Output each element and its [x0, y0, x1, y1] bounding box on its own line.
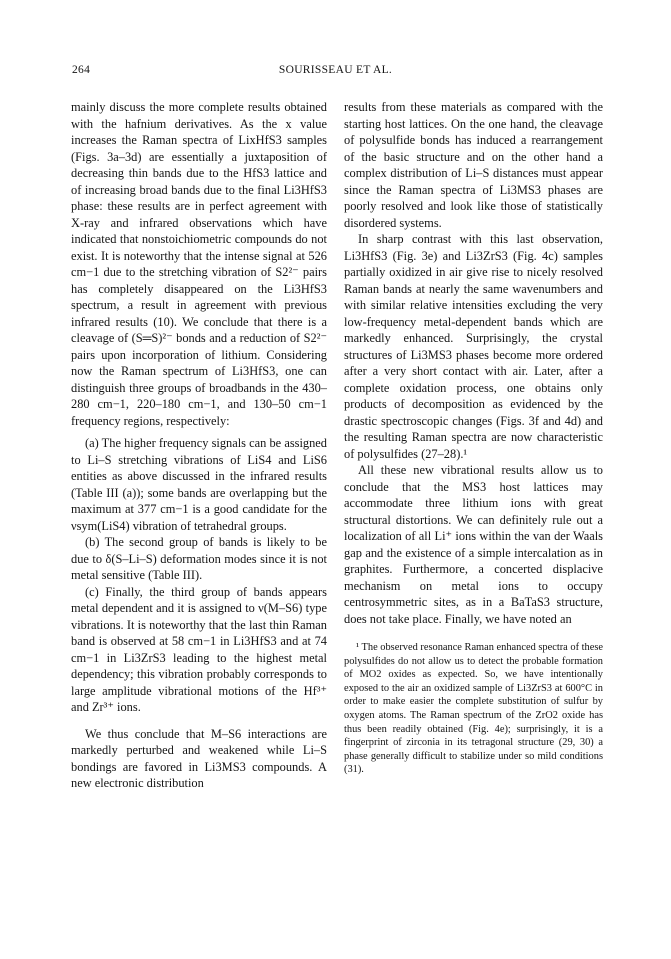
footnote-text: ¹ The observed resonance Raman enhanced spectra of these polysulfides do not allow us to detect the probable formation of MO2 oxides as expected. So, we have intentionally exposed to the air an oxidized sample of Li3ZrS3 at 600°C in order to make easier the complete substitution of sulfur by oxygen atoms. The Raman spectrum of the ZrO2 oxide has thus been readily obtained (Fig. 4e); surprisingly, it is a fingerprint of zirconia in its tetragonal structure (29, 30) a phase generally difficult to stabilize under so mild conditions (31). — [344, 642, 603, 776]
footnote — [344, 641, 603, 777]
paragraph: All these new vibrational results allow us to conclude that the MS3 host lattices may accommodate three lithium ions with great structural distortions. We can definitely rule out a localization of all Li⁺ ions within the van der Waals gap and the existence of a simple intercalation as in graphites. Furthermore, a concerted displacive mechanism on metal ions to occupy centrosymmetric sites, as in a BaTaS3 structure, does not take place. Finally, we have noted an — [344, 463, 603, 626]
running-head: SOURISSEAU ET AL. — [278, 64, 393, 76]
right-column — [344, 99, 603, 777]
paragraph: (c) Finally, the third group of bands appears metal dependent and it is assigned to ν(M–S6) type vibrations. It is noteworthy that the last thin Raman band is observed at 58 cm−1 in Li3HfS3 and at 74 cm−1 in Li3ZrS3 leading to the highest metal dependency; this vibration probably corresponds to large amplitude vibrational motions of the Hf³⁺ and Zr³⁺ ions. — [71, 584, 327, 714]
left-column — [71, 99, 327, 792]
paragraph: (a) The higher frequency signals can be assigned to Li–S stretching vibrations of LiS4 and LiS6 entities as above discussed in the infrared results (Table III (a)); some bands are overlapping but the maximum at 377 cm−1 is a good candidate for the νsym(LiS4) vibration of tetrahedral groups. — [71, 436, 327, 533]
page-number: 264 — [72, 64, 91, 76]
paragraph: (b) The second group of bands is likely to be due to δ(S–Li–S) deformation modes since it is not metal sensitive (Table III). — [71, 535, 327, 582]
paragraph: results from these materials as compared with the starting host lattices. On the one hand, the cleavage of polysulfide bonds has induced a rearrangement of the basic structure and on the other hand a complex distribution of Li–S distances must appear since the Raman spectra of Li3MS3 phases are poorly resolved and look like those of statistically disordered systems. — [344, 100, 603, 230]
paragraph: We thus conclude that M–S6 interactions are markedly perturbed and weakened while Li–S bondings are favored in Li3MS3 compounds. A new electronic distribution — [71, 726, 327, 790]
page-header — [72, 64, 599, 86]
paragraph: mainly discuss the more complete results obtained with the hafnium derivatives. As the x value increases the Raman spectra of LixHfS3 samples (Figs. 3a–3d) are essentially a juxtaposition of decreasing thin bands due to the HfS3 lattice and of increasing broad bands due to the final Li3HfS3 phase: these results are in perfect agreement with X-ray and infrared observations which have indicated that nonstoichiometric compounds do not exist. It is noteworthy that the intense signal at 526 cm−1 due to the stretching vibration of S2²⁻ pairs has completely disappeared on the Li3HfS3 spectrum, a result in agreement with previous infrared results (10). We conclude that there is a cleavage of (S═S)²⁻ bonds and a reduction of S2²⁻ pairs upon incorporation of lithium. Considering now the Raman spectrum of Li3HfS3, one can distinguish three groups of broadbands in the 430–280 cm−1, 220–180 cm−1, and 130–50 cm−1 frequency regions, respectively: — [71, 100, 327, 428]
paragraph: In sharp contrast with this last observation, Li3HfS3 (Fig. 3e) and Li3ZrS3 (Fig. 4c) samples partially oxidized in air give rise to nicely resolved Raman bands at nearly the same wavenumbers and with similar relative intensities excluding the very low-frequency metal-dependent bands which are markedly enhanced. Surprisingly, the crystal structures of Li3MS3 phases become more ordered after a very short contact with air. Later, after a complete oxidation process, one obtains only products of decomposition as evidenced by the drastic spectroscopic changes (Figs. 3f and 4d) and the resulting Raman spectra are now characteristic of polysulfides (27–28).¹ — [344, 232, 603, 461]
